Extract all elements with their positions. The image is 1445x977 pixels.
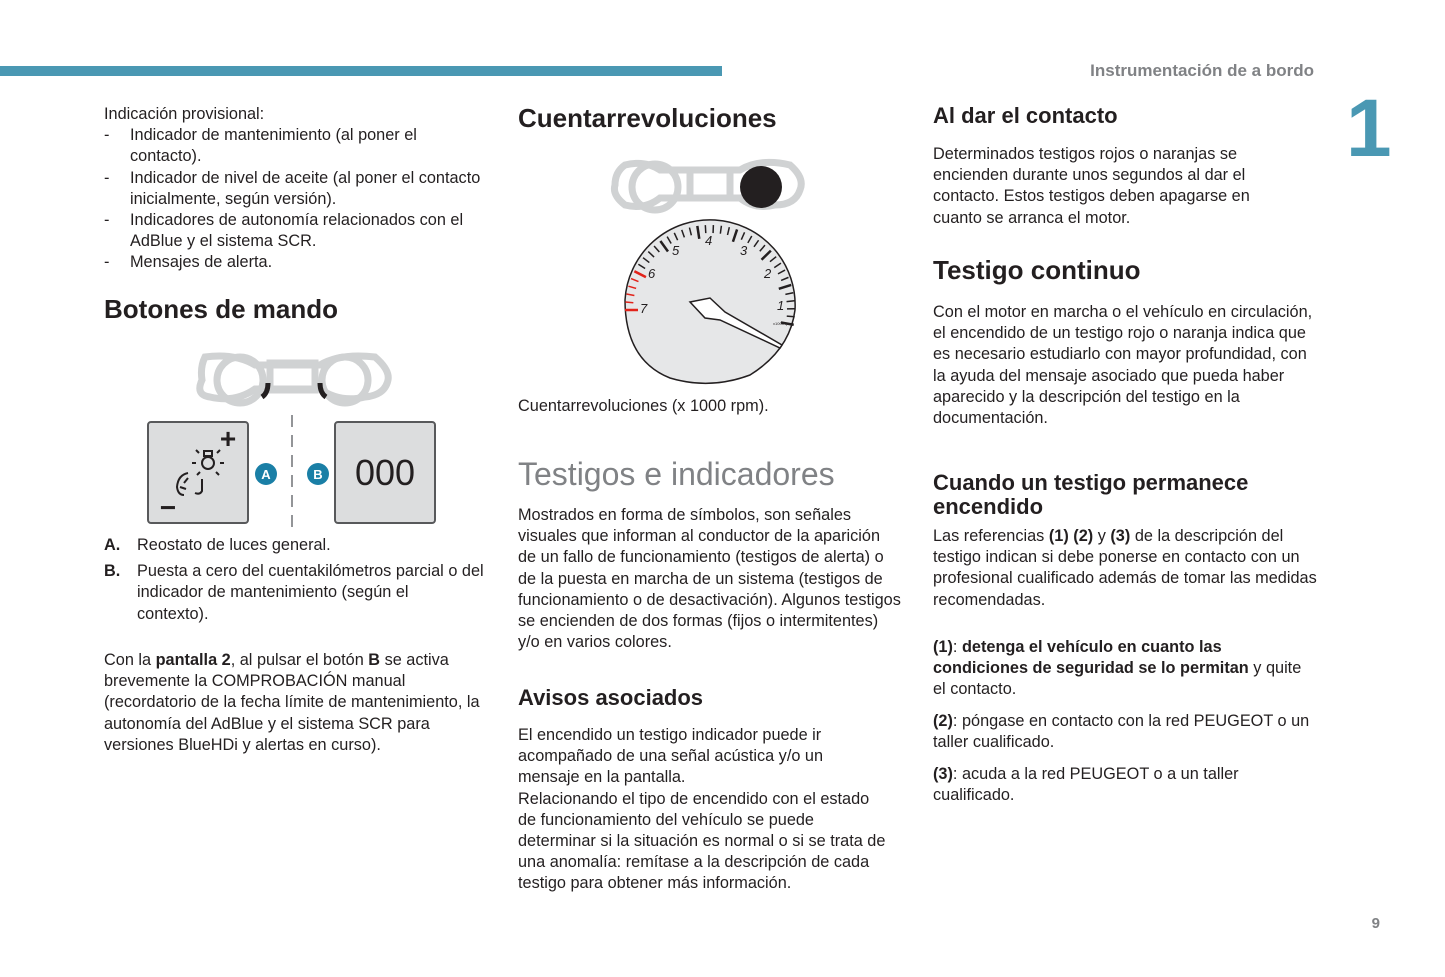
heading-al-dar-contacto: Al dar el contacto [933,103,1118,128]
note-2: (2): póngase en contacto con la red PEUGEOT o un taller cualificado. [933,712,1310,752]
continuo-paragraph: Con el motor en marcha o el vehículo en circulación, el encendido de un testigo rojo o naranja indica que es necesario estudiarlo con mayor profundidad, con la ayuda del mensaje asociado que pueda haber aparecido y la descripción del testigo en la documentación. [933,303,1313,428]
heading-avisos: Avisos asociados [518,685,704,710]
heading-botones: Botones de mando [104,294,339,324]
gauge-tick [787,301,795,302]
button-legend [104,535,484,630]
page-number: 9 [1371,915,1380,932]
header-bar [0,66,722,76]
svg-text:3: 3 [740,243,748,258]
svg-text:7: 7 [640,301,648,316]
svg-text:2: 2 [764,266,772,281]
column-1 [104,104,484,274]
section-title: Instrumentación de a bordo [1090,61,1314,80]
testigos-paragraph: Mostrados en forma de símbolos, son señales visuales que informan al conductor de la aparición de un fallo de funcionamiento (testigos de alerta) o de la puesta en marcha de un sistema (testigos de funcionamiento o de desactivación). Algunos testigos se encienden de dos formas (fijos o intermitentes) y/o en varios colores. [518,506,901,652]
legend-a: A. Reostato de luces general. [104,536,331,554]
heading-cuentarrevoluciones: Cuentarrevoluciones [518,103,777,133]
list-item: - Mensajes de alerta. [104,253,273,272]
avisos-text: El encendido un testigo indicador puede ir acompañado de una señal acústica y/o un mensaje en la pantalla. Relacionando el tipo de encendido con el estado de funcionamiento del vehículo se puede determinar si la situación es normal o si se trata de una anomalía: remítase a la descripción de cada testigo para obtener más información. [518,726,886,893]
contacto-paragraph: Determinados testigos rojos o naranjas se encienden durante unos segundos al dar el contacto. Estos testigos deben apagarse en cuanto se arranca el motor. [933,145,1250,227]
heading-permanece-encendido: Cuando un testigo permanece encendido [933,470,1249,519]
reset-display: 000 [354,452,416,493]
chapter-number: 1 [1346,83,1392,174]
minus-sign: − [159,492,177,523]
tachometer-caption: Cuentarrevoluciones (x 1000 rpm). [518,397,769,415]
svg-text:B: B [313,467,323,482]
list-item: - Indicador de nivel de aceite (al poner el contacto inicialmente, según versión). [104,168,481,208]
svg-text:1: 1 [777,298,785,313]
svg-text:5: 5 [672,243,680,258]
heading-testigos: Testigos e indicadores [518,456,835,492]
tachometer-highlight [740,166,782,208]
plus-sign: + [219,423,237,454]
svg-text:4: 4 [705,233,713,248]
gauge-tick [787,316,795,317]
heading-testigo-continuo: Testigo continuo [933,255,1141,285]
dashboard-outline-icon [200,356,388,403]
list-item: - Indicadores de autonomía relacionados con el AdBlue y el sistema SCR. [104,211,464,251]
referencias-paragraph: Las referencias (1) (2) y (3) de la descripción del testigo indican si debe ponerse en contacto con un profesional cualificado además de tomar las medidas recomendadas. [933,527,1317,609]
pantalla-2-paragraph: Con la pantalla 2, al pulsar el botón B se activa brevemente la COMPROBACIÓN manual (recordatorio de la fecha límite de mantenimiento, la autonomía del AdBlue y el sistema SCR para versiones BlueHDi y alertas en curso). [104,651,480,754]
gauge-tick [625,302,633,303]
legend-b: B. Puesta a cero del cuentakilómetros parcial o del indicador de mantenimiento (según el contexto). [104,562,484,623]
list-item: - Indicador de mantenimiento (al poner el contacto). [104,126,417,166]
gauge-tick [720,226,721,234]
svg-text:A: A [261,467,271,482]
gauge-unit: x1000 rpm [773,321,792,326]
tachometer-figure [600,150,820,390]
note-1: (1): detenga el vehículo en cuanto las condiciones de seguridad se lo permitan y quite el contacto. [933,638,1302,699]
svg-text:6: 6 [648,266,656,281]
note-3: (3): acuda a la red PEUGEOT o a un taller cualificado. [933,765,1239,805]
intro-text: Indicación provisional: [104,105,265,123]
control-buttons-figure [140,345,450,535]
